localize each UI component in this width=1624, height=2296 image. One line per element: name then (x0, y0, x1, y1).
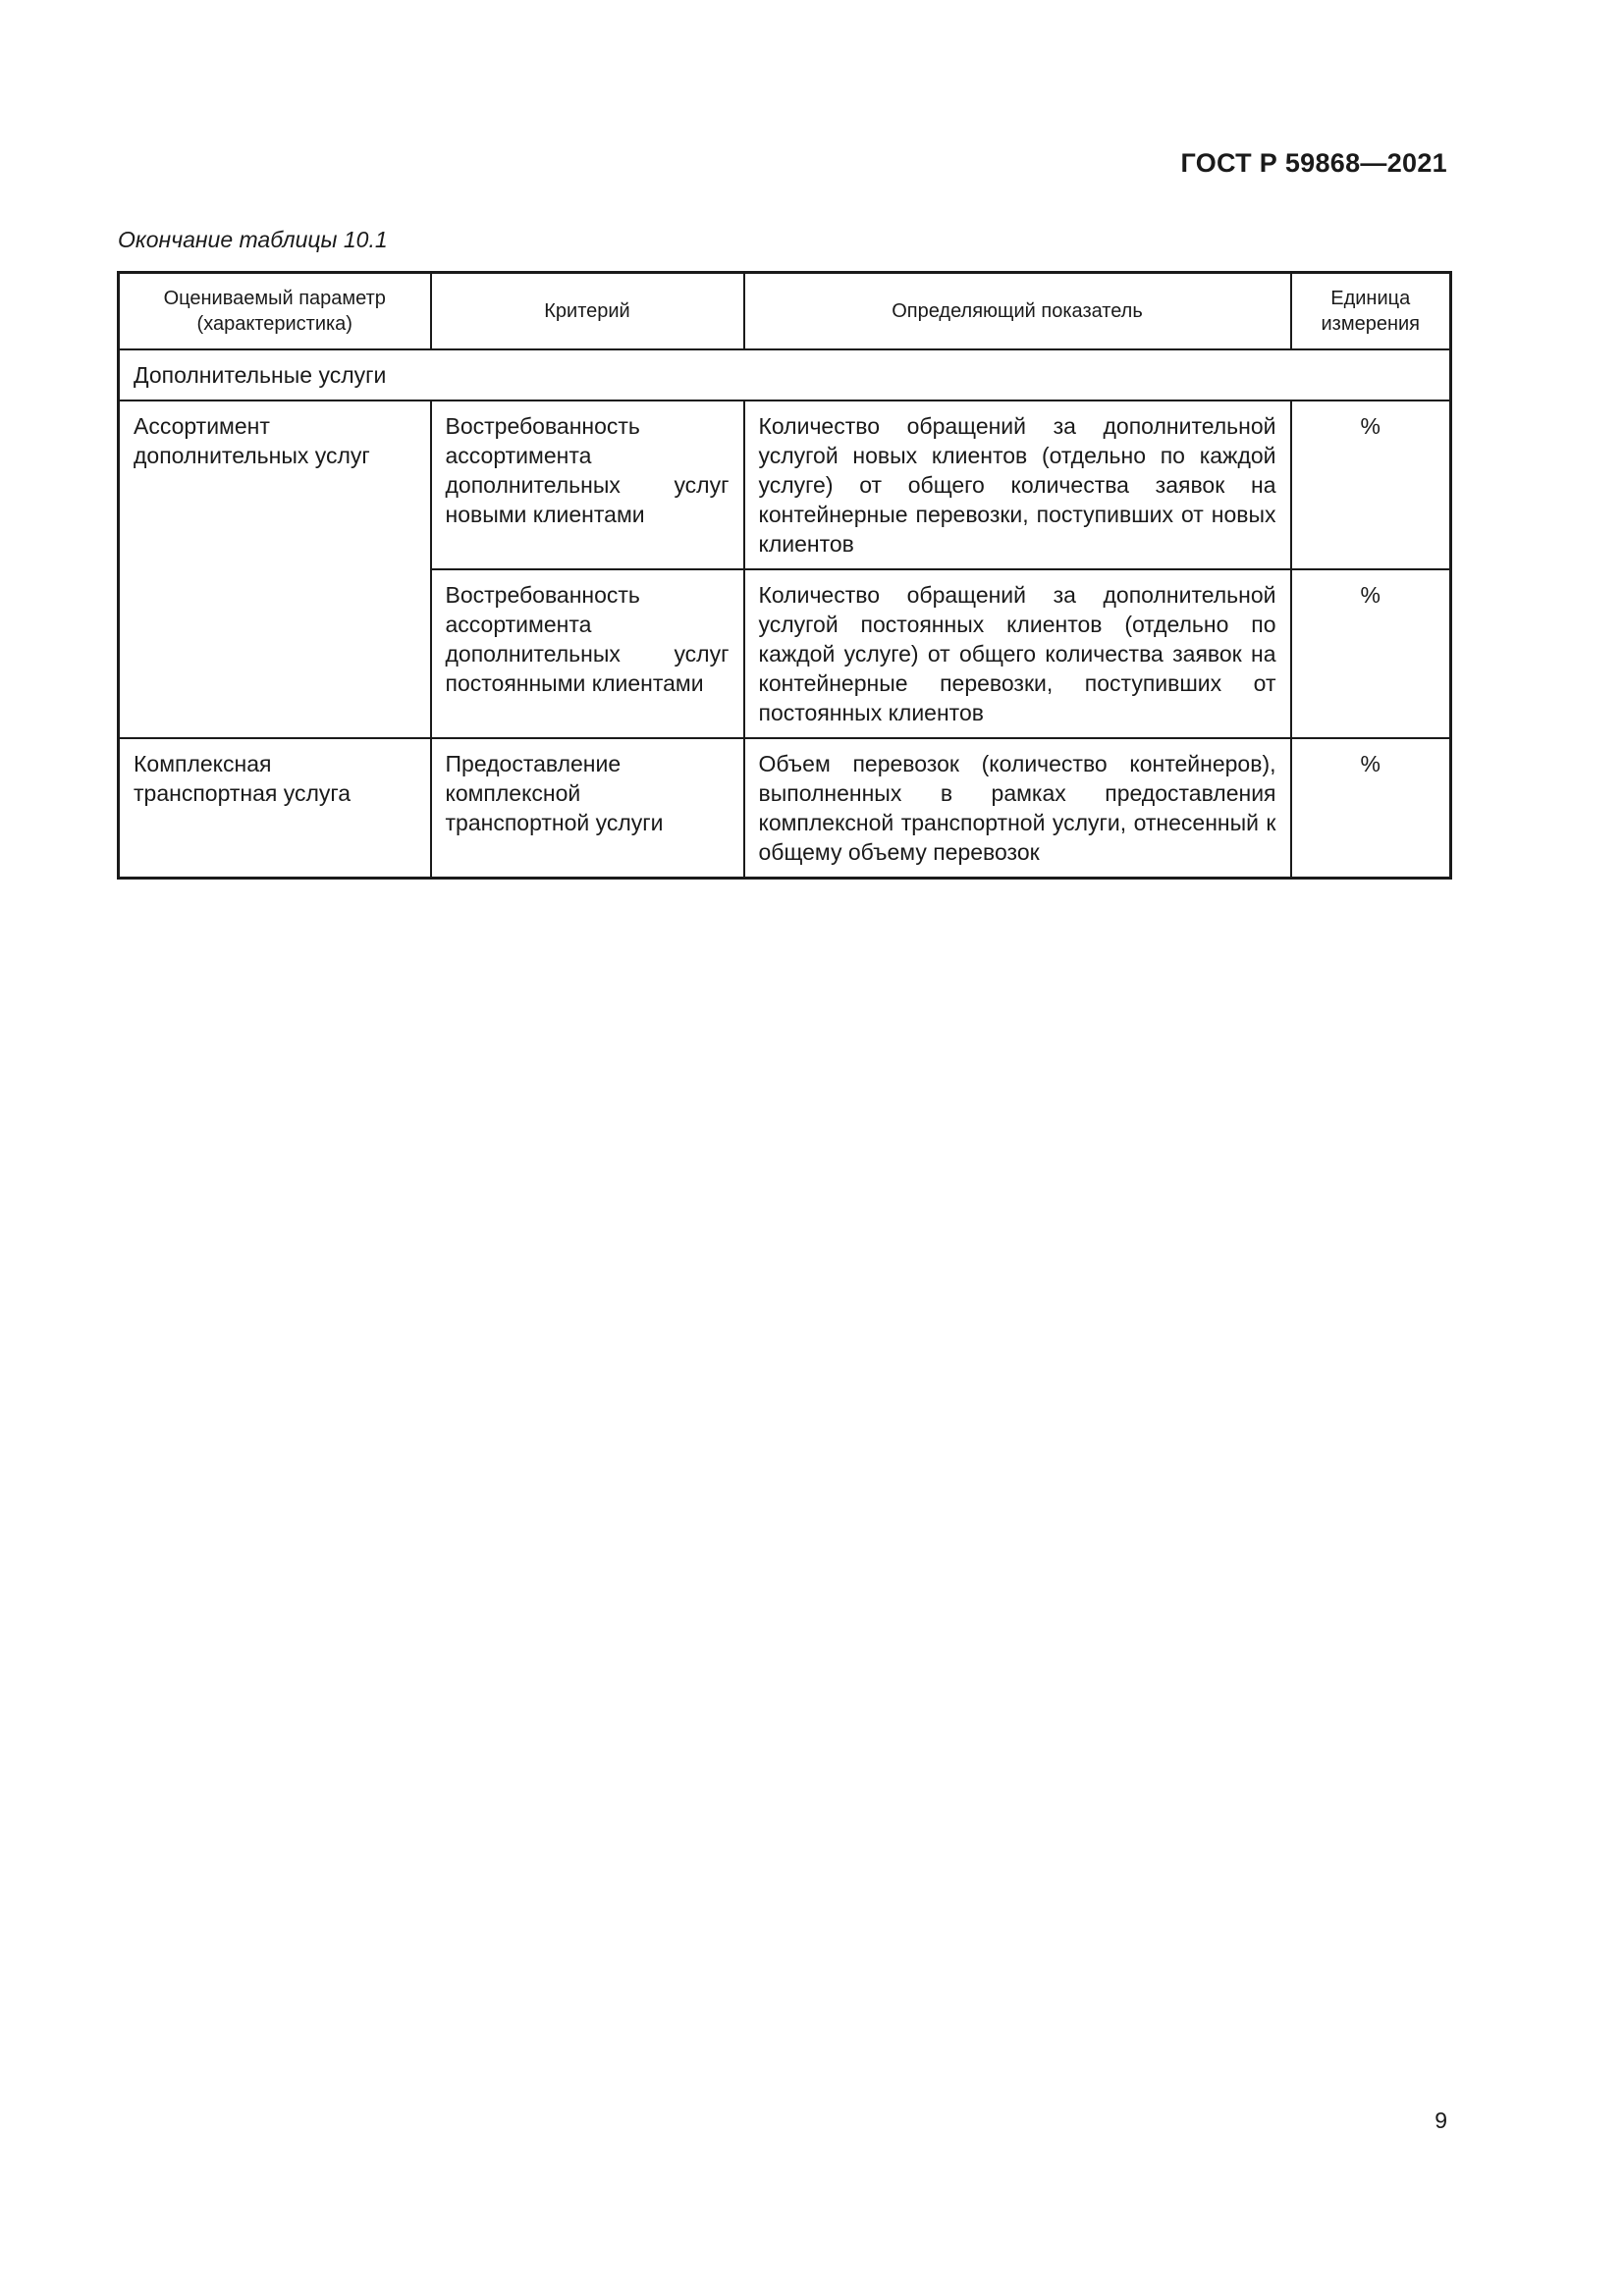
criterion-cell: Востребованность ассортимента дополнительных услуг постоянными клиентами (431, 569, 744, 738)
unit-cell: % (1291, 569, 1451, 738)
unit-cell: % (1291, 400, 1451, 569)
indicator-table (117, 271, 1452, 880)
criterion-cell: Предоставление комплексной транспортной услуги (431, 738, 744, 879)
column-header-indicator: Определяющий показатель (744, 273, 1291, 350)
table-header-row (119, 273, 1451, 350)
indicator-cell: Объем перевозок (количество контейнеров), выполненных в рамках предоставления комплексной транспортной услуги, отнесенный к общему объему перевозок (744, 738, 1291, 879)
indicator-cell: Количество обращений за дополнительной услугой постоянных клиентов (отдельно по каждой услуге) от общего количества заявок на контейнерные перевозки, поступивших от постоянных клиентов (744, 569, 1291, 738)
page-number: 9 (1435, 2108, 1447, 2133)
column-header-unit: Единица измерения (1291, 273, 1451, 350)
indicator-cell: Количество обращений за дополнительной услугой новых клиентов (отдельно по каждой услуге) от общего количества заявок на контейнерные перевозки, поступивших от новых клиентов (744, 400, 1291, 569)
table-caption: Окончание таблицы 10.1 (118, 227, 388, 252)
table-row (119, 400, 1451, 569)
criterion-cell: Востребованность ассортимента дополнительных услуг новыми клиентами (431, 400, 744, 569)
parameter-cell: Комплексная транспортная услуга (119, 738, 431, 879)
unit-cell: % (1291, 738, 1451, 879)
document-code: ГОСТ Р 59868—2021 (1180, 148, 1447, 178)
table-section-row (119, 349, 1451, 400)
parameter-cell: Ассортимент дополнительных услуг (119, 400, 431, 738)
section-title: Дополнительные услуги (119, 349, 1451, 400)
column-header-criterion: Критерий (431, 273, 744, 350)
column-header-parameter: Оцениваемый параметр (характеристика) (119, 273, 431, 350)
table-row (119, 738, 1451, 879)
